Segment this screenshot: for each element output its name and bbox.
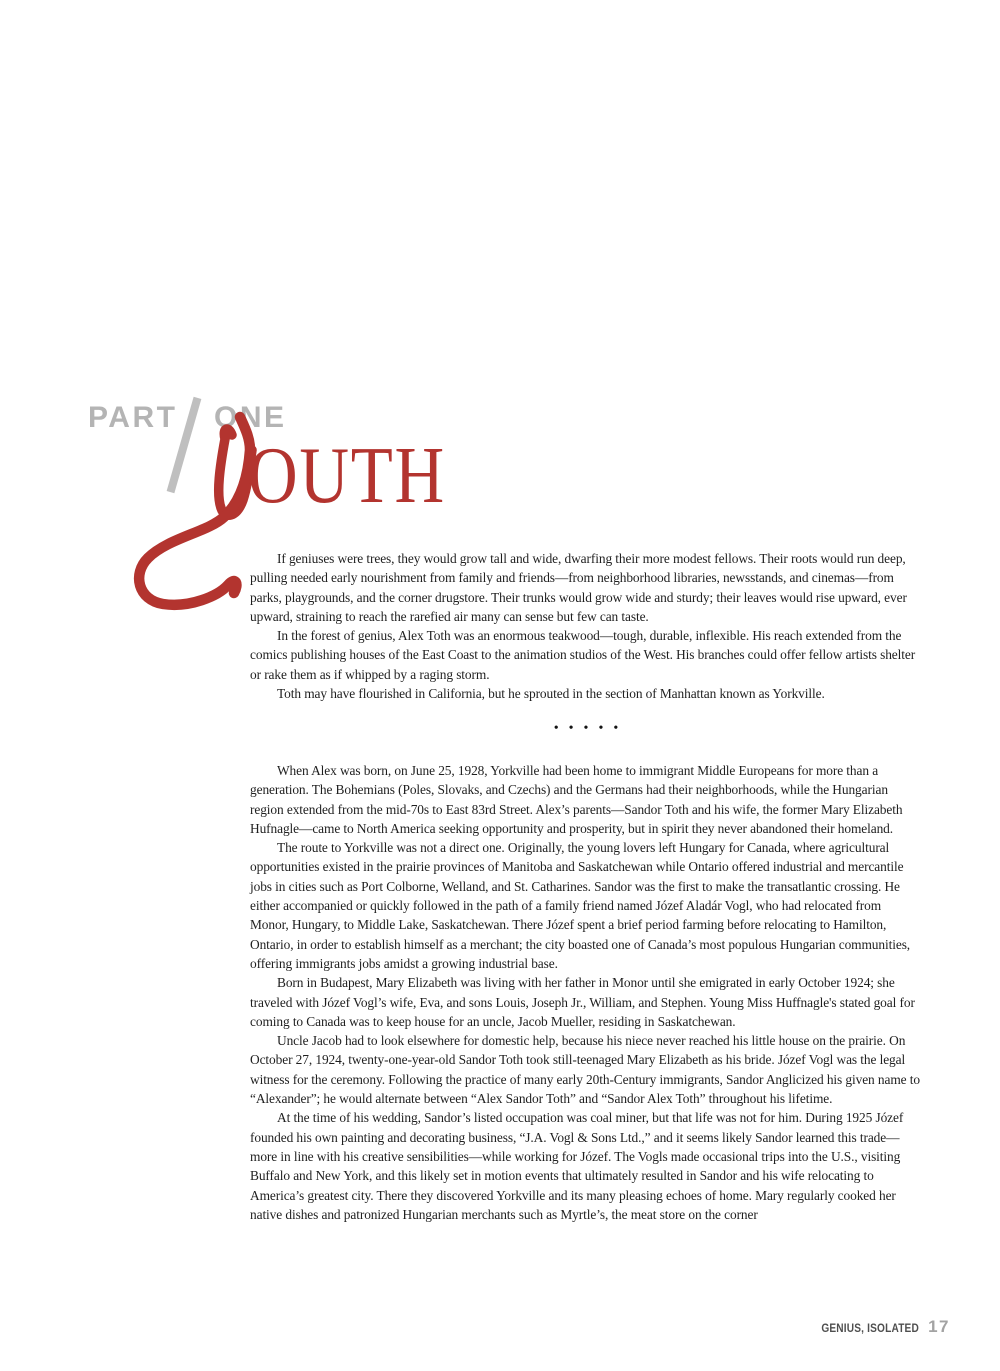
paragraph: Born in Budapest, Mary Elizabeth was living with her father in Monor until she emigrated in early October 1924; she traveled with Józef Vogl’s wife, Eva, and sons Louis, Joseph Jr., William, and Stephen. Young Miss Huffnagle's stated goal for coming to Canada was to keep house for an uncle, Jacob Mueller, residing in Saskatchewan. xyxy=(250,975,915,1029)
title-initial-y-glyph xyxy=(128,410,268,645)
intro-text-block xyxy=(250,549,922,703)
paragraph: Toth may have flourished in California, but he sprouted in the section of Manhattan known as Yorkville. xyxy=(277,686,825,702)
page-footer xyxy=(808,1317,950,1337)
section-separator: ••••• xyxy=(553,721,629,736)
y-tail-stroke xyxy=(139,417,250,605)
paragraph: The route to Yorkville was not a direct one. Originally, the young lovers left Hungary for Canada, where agricultural opportunities existed in the prairie provinces of Manitoba and Saskatchewan while Ontario offered industrial and mercantile jobs in cities such as Port Colborne, Welland, and St. Catharines. Sandor was the first to make the transatlantic crossing. He either accompanied or quickly followed in the path of a family friend named Józef Aladár Vogl, who had relocated from Monor, Hungary, to Middle Lake, Saskatchewan. There Józef spent a brief period farming before relocating to Hamilton, Ontario, in order to establish himself as a merchant; the city boasted one of Canada’s most populous Hungarian communities, offering immigrants jobs amidst a growing industrial base. xyxy=(250,840,911,971)
paragraph: If geniuses were trees, they would grow tall and wide, dwarfing their more modest fellows. Their roots would run deep, pulling needed early nourishment from family and friends—from neighborhood libraries, newsstands, and cinemas—from parks, playgrounds, and the corner drugstore. Their trunks would grow wide and sturdy; their leaves would rise upward, ever upward, straining to reach the rarefied air many can sense but few can taste. xyxy=(250,551,907,624)
part-label: PART xyxy=(88,401,178,434)
body-text-block xyxy=(250,761,922,1224)
footer-book-title: GENIUS, ISOLATED xyxy=(821,1323,920,1335)
footer-page-number: 17 xyxy=(928,1317,950,1336)
paragraph: When Alex was born, on June 25, 1928, Yorkville had been home to immigrant Middle Europeans for more than a generation. The Bohemians (Poles, Slovaks, and Czechs) and the Germans had their neighborhoods, while the Hungarian region extended from the mid-70s to East 83rd Street. Alex’s parents—Sandor Toth and his wife, the former Mary Elizabeth Hufnagle—came to North America seeking opportunity and prosperity, but in spirit they never abandoned their homeland. xyxy=(250,763,903,836)
chapter-title: OUTH xyxy=(248,432,446,520)
part-number: ONE xyxy=(214,401,287,434)
paragraph: Uncle Jacob had to look elsewhere for domestic help, because his niece never reached his little house on the prairie. On October 27, 1924, twenty-one-year-old Sandor Toth took still-teenaged Mary Elizabeth as his bride. Józef Vogl was the legal witness for the ceremony. Following the practice of many early 20th-Century immigrants, Sandor Anglicized his given name to “Alexander”; he would alternate between “Alex Sandor Toth” and “Sandor Alex Toth” throughout his lifetime. xyxy=(250,1033,920,1107)
paragraph: In the forest of genius, Alex Toth was an enormous teakwood—tough, durable, inflexible. His reach extended from the comics publishing houses of the East Coast to the animation studios of the West. His branches could offer fellow artists shelter or rake them as if whipped by a raging storm. xyxy=(250,628,916,682)
paragraph: At the time of his wedding, Sandor’s listed occupation was coal miner, but that life was not for him. During 1925 Józef founded his own painting and decorating business, “J.A. Vogl & Sons Ltd.,” and it seems likely Sandor learned this trade—more in line with his creative sensibilities—while working for Józef. The Vogls made occasional trips into the U.S., visiting Buffalo and New York, and this likely set in motion events that ultimately resulted in Sandor and his wife relocating to America’s greatest city. There they discovered Yorkville and its many pleasing echoes of home. Mary regularly cooked her native dishes and patronized Hungarian merchants such as Myrtle’s, the meat store on the corner xyxy=(250,1110,904,1222)
